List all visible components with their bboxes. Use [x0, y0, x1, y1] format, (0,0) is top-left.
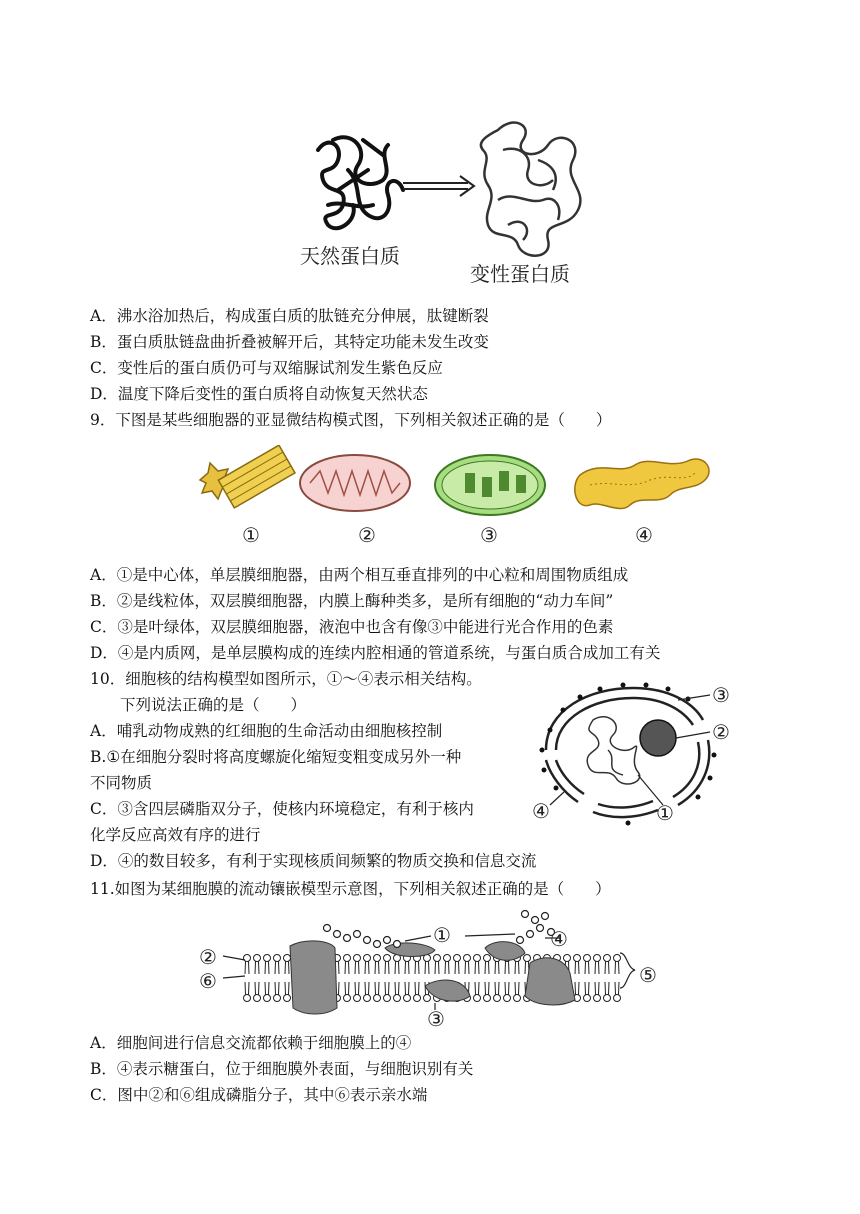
cell-membrane-figure — [195, 908, 675, 1028]
nucleolus-drawing — [640, 720, 676, 756]
q10-option-a: A．哺乳动物成熟的红细胞的生命活动由细胞核控制 — [90, 722, 443, 740]
organelle-label-3: ③ — [480, 523, 498, 547]
q8-option-a: A．沸水浴加热后，构成蛋白质的肽链充分伸展，肽键断裂 — [90, 307, 489, 325]
q8-option-b: B．蛋白质肽链盘曲折叠被解开后，其特定功能未发生改变 — [90, 333, 489, 351]
nuclear-envelope-drawing — [546, 688, 709, 817]
q10-stem: 10．细胞核的结构模型如图所示，①～④表示相关结构。 — [90, 670, 482, 688]
chloroplast-drawing — [435, 455, 545, 515]
q11-option-c: C．图中②和⑥组成磷脂分子，其中⑥表示亲水端 — [90, 1086, 428, 1104]
protein-denaturation-figure — [298, 110, 598, 290]
organelle-label-4: ④ — [635, 523, 653, 547]
nucleus-label-3: ③ — [712, 683, 730, 707]
chromatin-drawing — [587, 717, 639, 784]
denatured-protein-drawing — [481, 123, 581, 256]
membrane-label-5: ⑤ — [639, 963, 657, 987]
nucleus-label-2: ② — [712, 720, 730, 744]
denatured-protein-label: 变性蛋白质 — [470, 262, 570, 286]
mitochondrion-drawing — [300, 455, 410, 511]
organelle-label-1: ① — [242, 523, 260, 547]
q9-option-c: C．③是叶绿体，双层膜细胞器，液泡中也含有像③中能进行光合作用的色素 — [90, 618, 614, 636]
nucleus-label-1: ① — [656, 801, 674, 825]
arrow-icon — [403, 176, 474, 196]
membrane-label-1: ① — [433, 923, 451, 947]
membrane-label-4: ④ — [550, 927, 568, 951]
endoplasmic-reticulum-drawing — [575, 459, 709, 509]
organelle-label-2: ② — [358, 523, 376, 547]
q10-option-c-cont: 化学反应高效有序的进行 — [90, 826, 261, 844]
q11-stem: 11.如图为某细胞膜的流动镶嵌模型示意图，下列相关叙述正确的是（ ） — [90, 880, 611, 898]
q9-option-a: A．①是中心体，单层膜细胞器，由两个相互垂直排列的中心粒和周围物质组成 — [90, 566, 629, 584]
q9-option-d: D．④是内质网，是单层膜构成的连续内腔相通的管道系统，与蛋白质合成加工有关 — [90, 644, 661, 662]
q10-stem-2: 下列说法正确的是（ ） — [120, 696, 307, 714]
organelles-figure — [180, 445, 720, 550]
q10-option-b: B.①在细胞分裂时将高度螺旋化缩短变粗变成另外一种 — [90, 748, 462, 766]
nucleus-label-4: ④ — [532, 799, 550, 823]
membrane-proteins-drawing — [290, 941, 575, 1014]
membrane-label-3: ③ — [427, 1007, 445, 1028]
native-protein-label: 天然蛋白质 — [300, 244, 400, 268]
q9-option-b: B．②是线粒体，双层膜细胞器，内膜上酶种类多，是所有细胞的“动力车间” — [90, 592, 614, 610]
native-protein-drawing — [318, 137, 403, 228]
membrane-label-6: ⑥ — [199, 969, 217, 993]
q9-stem: 9．下图是某些细胞器的亚显微结构模式图，下列相关叙述正确的是（ ） — [90, 411, 612, 429]
q10-option-d: D．④的数目较多，有利于实现核质间频繁的物质交换和信息交流 — [90, 852, 537, 870]
membrane-label-2: ② — [199, 945, 217, 969]
q10-option-b-cont: 不同物质 — [90, 774, 153, 792]
q11-option-b: B．④表示糖蛋白，位于细胞膜外表面，与细胞识别有关 — [90, 1060, 474, 1078]
q8-option-c: C．变性后的蛋白质仍可与双缩脲试剂发生紫色反应 — [90, 359, 443, 377]
centrosome-drawing — [200, 445, 295, 508]
q10-option-c: C．③含四层磷脂双分子，使核内环境稳定，有利于核内 — [90, 800, 474, 818]
nucleus-figure — [528, 680, 740, 830]
q11-option-a: A．细胞间进行信息交流都依赖于细胞膜上的④ — [90, 1034, 412, 1052]
q8-option-d: D．温度下降后变性的蛋白质将自动恢复天然状态 — [90, 385, 428, 403]
